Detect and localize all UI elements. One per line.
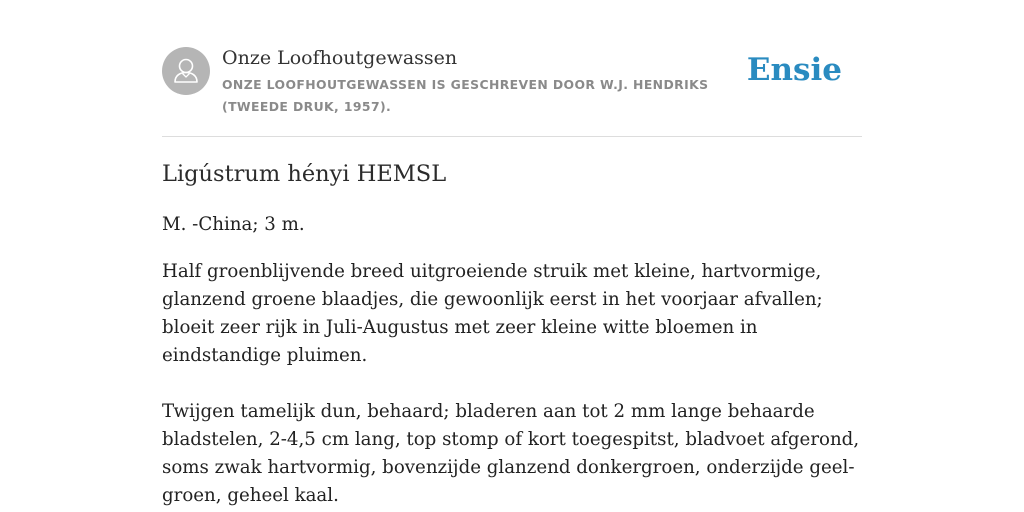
book-title[interactable]: Onze Loofhoutgewassen (222, 47, 458, 69)
book-description: ONZE LOOFHOUTGEWASSEN IS GESCHREVEN DOOR W.J. HENDRIKS (TWEEDE DRUK, 1957). (222, 77, 709, 114)
source-header (162, 46, 862, 137)
entry-paragraph: Half groenblijvende breed uitgroeiende struik met kleine, hartvormige, glanzend groene blaadjes, die gewoonlijk eerst in het voorjaar afvallen; bloeit zeer rijk in Juli-Augustus met zeer kleine witte bloemen in eindstandige pluimen. (162, 261, 823, 366)
entry-content (162, 158, 866, 510)
user-silhouette-icon (162, 47, 210, 95)
source-meta (222, 46, 752, 118)
avatar (162, 47, 210, 95)
entry-subtitle: M. -China; 3 m. (162, 214, 305, 235)
entry-title: Ligústrum hényi HEMSL (162, 161, 447, 187)
entry-paragraph: Twijgen tamelijk dun, behaard; bladeren aan tot 2 mm lange behaarde bladstelen, 2-4,5 cm lang, top stomp of kort toegespitst, bladvoet afgerond, soms zwak hartvormig, bovenzijde glanzend donkergroen, onderzijde geel-groen, geheel kaal. (162, 401, 860, 506)
ensie-logo[interactable]: Ensie (746, 52, 842, 88)
